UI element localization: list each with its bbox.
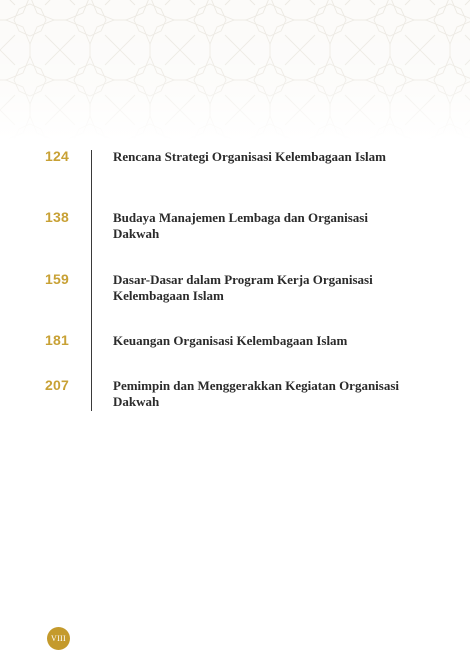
toc-page-number: 124 xyxy=(45,148,69,164)
toc-page-number: 181 xyxy=(45,332,69,348)
toc-entry-title: Keuangan Organisasi Kelembagaan Islam xyxy=(113,333,348,348)
toc-page-number: 138 xyxy=(45,209,69,225)
toc-page-number: 159 xyxy=(45,271,69,287)
toc-entry-title: Budaya Manajemen Lembaga dan Organisasi Dakwah xyxy=(113,210,368,241)
toc-entry-title: Rencana Strategi Organisasi Kelembagaan Islam xyxy=(113,149,386,164)
toc-page-number: 207 xyxy=(45,377,69,393)
header-geometric-pattern xyxy=(0,0,470,140)
toc-entry-title: Dasar-Dasar dalam Program Kerja Organisasi Kelembagaan Islam xyxy=(113,272,373,303)
page-number-badge: VIII xyxy=(47,627,70,650)
toc-vertical-divider xyxy=(91,150,92,411)
toc-entry-title: Pemimpin dan Menggerakkan Kegiatan Organisasi Dakwah xyxy=(113,378,400,409)
